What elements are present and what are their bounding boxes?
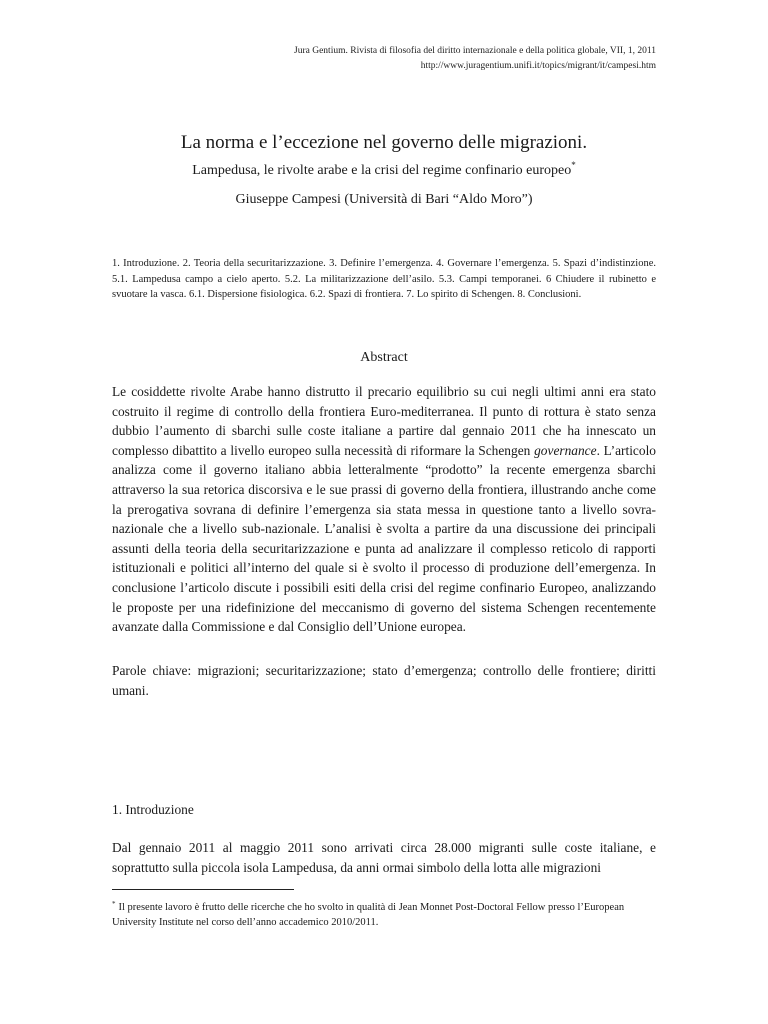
abstract-body xyxy=(112,382,656,637)
footnote-mark: * xyxy=(112,900,116,908)
abstract-italic-term: governance xyxy=(534,442,597,458)
subtitle-text: Lampedusa, le rivolte arabe e la crisi del regime confinario europeo xyxy=(192,163,572,178)
keywords: Parole chiave: migrazioni; securitarizzazione; stato d’emergenza; controllo delle frontiere; diritti umani. xyxy=(112,663,656,698)
running-head xyxy=(136,44,656,74)
journal-citation: Jura Gentium. Rivista di filosofia del diritto internazionale e della politica globale, VII, 1, 2011 xyxy=(294,46,656,56)
author-line: Giuseppe Campesi (Università di Bari “Aldo Moro”) xyxy=(235,192,533,207)
article-url[interactable]: http://www.juragentium.unifi.it/topics/migrant/it/campesi.htm xyxy=(420,61,656,71)
footnote-text: Il presente lavoro è frutto delle ricerche che ho svolto in qualità di Jean Monnet Post-Doctoral Fellow presso l’European University Institute nel corso dell’anno accademico 2010/2011. xyxy=(112,902,625,928)
article-subtitle xyxy=(112,155,656,181)
intro-paragraph: Dal gennaio 2011 al maggio 2011 sono arrivati circa 28.000 migranti sulle coste italiane, e soprattutto sulla piccola isola Lampedusa, da anni ormai simbolo della lotta alle migrazioni xyxy=(112,840,656,875)
article-title: La norma e l’eccezione nel governo delle migrazioni. xyxy=(180,132,588,153)
abstract-text-part2: . L’articolo analizza come il governo italiano abbia letteralmente “prodotto” la recente emergenza sbarchi attraverso la sua retorica discorsiva e le sue prassi di governo della frontiera, illustrando anche come la prerogativa sovrana di definire l’emergenza sia stata messa in questione tanto a livello sovra-nazionale che a livello sub-nazionale. L’analisi è svolta a partire da una discussione dei principali assunti della teoria della securitarizzazione e punta ad analizzare il complesso reticolo di rapporti istituzionali e politici all’interno del quale si è svolto il processo di produzione dell’emergenza. In conclusione l’articolo discute i possibili esiti della crisi del regime confinario Europeo, analizzando le proposte per una ridefinizione del meccanismo di governo del sistema Schengen recentemente avanzate dalla Commissione e dal Consiglio dell’Unione europea. xyxy=(112,442,656,635)
footnote-reference[interactable]: * xyxy=(571,160,576,170)
table-of-contents: 1. Introduzione. 2. Teoria della securitarizzazione. 3. Definire l’emergenza. 4. Governare l’emergenza. 5. Spazi d’indistinzione. 5.1. Lampedusa campo a cielo aperto. 5.2. La militarizzazione dell’asilo. 5.3. Campi temporanei. 6 Chiudere il rubinetto e svuotare la vasca. 6.1. Dispersione fisiologica. 6.2. Spazi di frontiera. 7. Lo spirito di Schengen. 8. Conclusioni. xyxy=(112,258,656,300)
section-heading: 1. Introduzione xyxy=(112,802,194,817)
abstract-text-part1: Le cosiddette rivolte Arabe hanno distrutto il precario equilibrio su cui negli ultimi anni era stato costruito il regime di controllo della frontiera Euro-mediterranea. Il punto di rottura è stato senza dubbio l’aumento di sbarchi sulle coste italiane a partire dal gennaio 2011 che ha innescato un complesso dibattito a livello europeo sulla necessità di riformare la Schengen xyxy=(112,384,656,458)
footnote xyxy=(112,897,656,930)
abstract-heading: Abstract xyxy=(360,350,408,365)
footnote-divider xyxy=(112,889,294,890)
